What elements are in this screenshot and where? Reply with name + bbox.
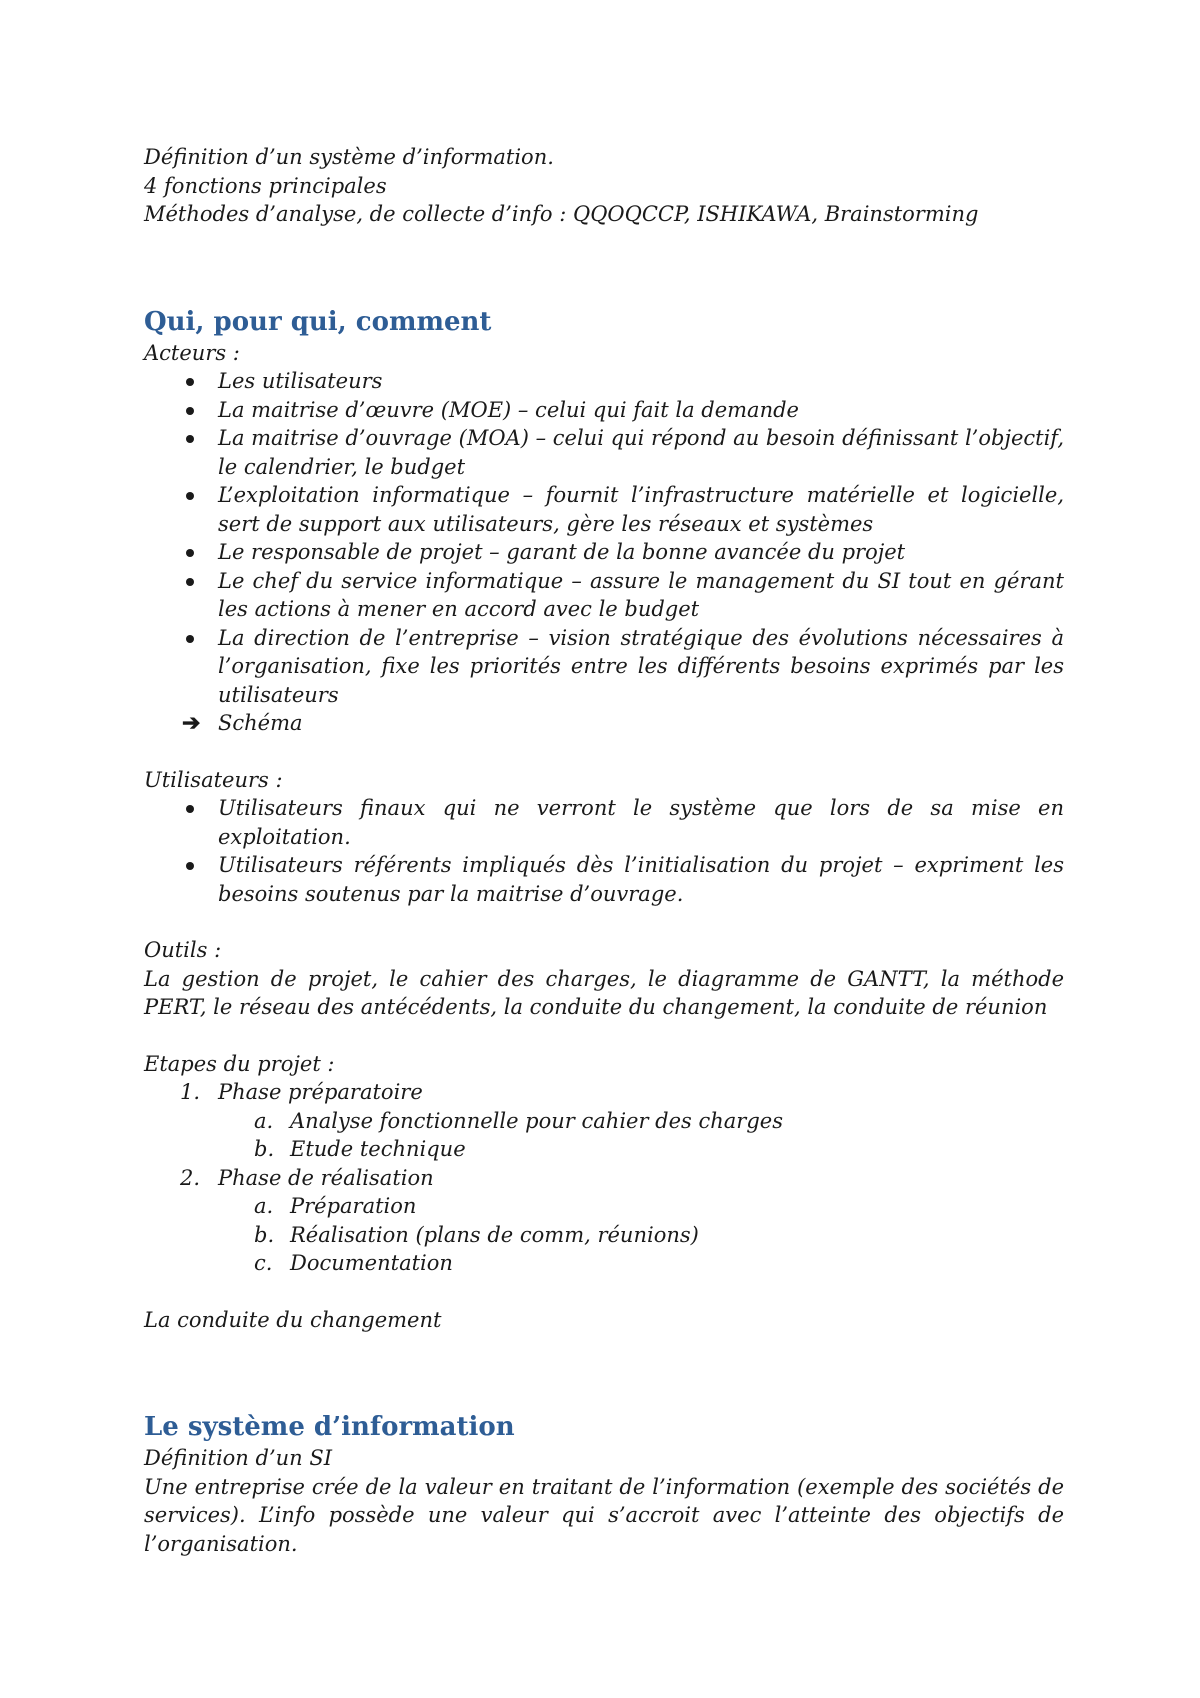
list-item: 2. Phase de réalisation bbox=[144, 1164, 1064, 1193]
list-item: Les utilisateurs bbox=[144, 367, 1064, 396]
list-item: c. Documentation bbox=[144, 1249, 1064, 1278]
intro-line-methods: Méthodes d’analyse, de collecte d’info : QQOQCCP, ISHIKAWA, Brainstorming bbox=[144, 202, 979, 226]
definition-si-subtitle: Définition d’un SI bbox=[144, 1446, 333, 1470]
list-item: La direction de l’entreprise – vision stratégique des évolutions nécessaires à l’organisation, fixe les priorités entre les différents besoins exprimés par les utilisateurs bbox=[144, 624, 1064, 710]
bullet-icon bbox=[186, 549, 194, 557]
tools-text: La gestion de projet, le cahier des charges, le diagramme de GANTT, la méthode PERT, le réseau des antécédents, la conduite du changement, la conduite de réunion bbox=[144, 966, 1064, 1019]
list-item: Le chef du service informatique – assure le management du SI tout en gérant les actions à mener en accord avec le budget bbox=[144, 567, 1064, 624]
list-item: b. Etude technique bbox=[144, 1135, 1064, 1164]
actors-label: Acteurs : bbox=[144, 340, 240, 365]
tools-label: Outils : bbox=[144, 938, 222, 962]
bullet-icon bbox=[186, 378, 194, 386]
arrow-right-icon: ➔ bbox=[182, 710, 201, 736]
bullet-icon bbox=[186, 862, 194, 870]
change-label: La conduite du changement bbox=[144, 1307, 442, 1332]
steps-list bbox=[144, 1078, 1064, 1278]
list-item: Utilisateurs référents impliqués dès l’initialisation du projet – expriment les besoins soutenus par la maitrise d’ouvrage. bbox=[144, 851, 1064, 908]
list-item: b. Réalisation (plans de comm, réunions) bbox=[144, 1221, 1064, 1250]
section-heading-systeme-information: Le système d’information bbox=[144, 1412, 515, 1442]
bullet-icon bbox=[186, 578, 194, 586]
list-item: La maitrise d’œuvre (MOE) – celui qui fait la demande bbox=[144, 396, 1064, 425]
list-letter: a. bbox=[254, 1194, 274, 1218]
bullet-icon bbox=[186, 805, 194, 813]
list-letter: b. bbox=[254, 1137, 275, 1161]
arrow-list-item: ➔ Schéma bbox=[182, 710, 303, 736]
list-item: 1. Phase préparatoire bbox=[144, 1078, 1064, 1107]
list-number: 2. bbox=[180, 1165, 201, 1190]
list-letter: b. bbox=[254, 1222, 275, 1247]
users-label: Utilisateurs : bbox=[144, 767, 283, 792]
steps-label: Etapes du projet : bbox=[144, 1051, 335, 1076]
list-letter: c. bbox=[254, 1251, 273, 1275]
bullet-icon bbox=[186, 435, 194, 443]
intro-line-functions: 4 fonctions principales bbox=[144, 173, 387, 198]
definition-si-text: Une entreprise crée de la valeur en traitant de l’information (exemple des sociétés de services). L’info possède une valeur qui s’accroit avec l’atteinte des objectifs de l’organisation. bbox=[144, 1474, 1064, 1556]
list-item: La maitrise d’ouvrage (MOA) – celui qui répond au besoin définissant l’objectif, le calendrier, le budget bbox=[144, 424, 1064, 481]
bullet-icon bbox=[186, 407, 194, 415]
bullet-icon bbox=[186, 635, 194, 643]
actors-list bbox=[144, 367, 1064, 738]
list-item: a. Analyse fonctionnelle pour cahier des charges bbox=[144, 1107, 1064, 1136]
intro-line-definition: Définition d’un système d’information. bbox=[144, 145, 554, 169]
list-letter: a. bbox=[254, 1108, 274, 1133]
list-number: 1. bbox=[180, 1080, 201, 1104]
users-list bbox=[144, 794, 1064, 908]
list-item: L’exploitation informatique – fournit l’infrastructure matérielle et logicielle, sert de support aux utilisateurs, gère les réseaux et systèmes bbox=[144, 481, 1064, 538]
list-item: Le responsable de projet – garant de la bonne avancée du projet bbox=[144, 538, 1064, 567]
bullet-icon bbox=[186, 492, 194, 500]
list-item: a. Préparation bbox=[144, 1192, 1064, 1221]
document-body bbox=[144, 143, 1064, 1558]
list-item: Utilisateurs finaux qui ne verront le système que lors de sa mise en exploitation. bbox=[144, 794, 1064, 851]
section-heading-qui-pour-qui: Qui, pour qui, comment bbox=[144, 306, 492, 337]
